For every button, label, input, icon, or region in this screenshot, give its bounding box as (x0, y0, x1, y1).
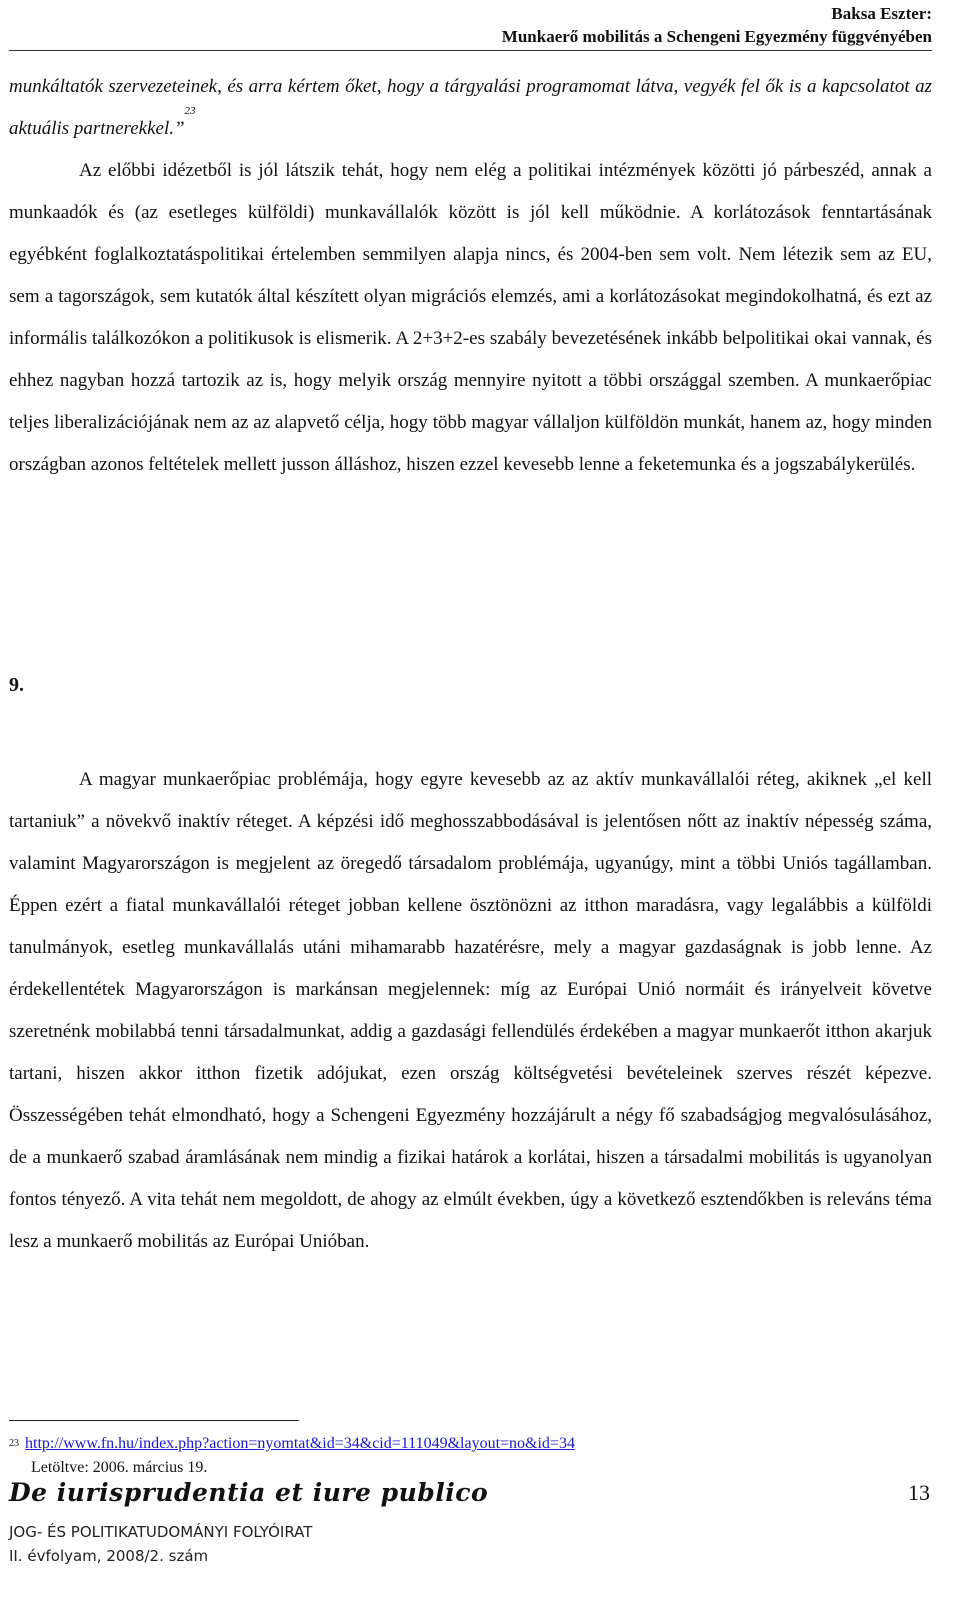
running-header (502, 2, 932, 48)
header-title: Munkaerő mobilitás a Schengeni Egyezmény függvényében (501, 27, 932, 46)
footnote-retrieved: Letöltve: 2006. március 19. (31, 1459, 208, 1476)
paragraph-1: Az előbbi idézetből is jól látszik tehát, hogy nem elég a politikai intézmények közötti jó párbeszéd, annak a munkaadók és (az esetleges külföldi) munkavállalók között is jól kell működnie. A korlátozások fenntartásának egyébként foglalkoztatáspolitikai értelemben semmilyen alapja nincs, és 2004-ben sem volt. Nem létezik sem az EU, sem a tagországok, sem kutatók által készített olyan migrációs elemzés, ami a korlátozásokat megindokolhatná, és ezt az informális találkozókon a politikusok is elismerik. A 2+3+2-es szabály bevezetésének inkább belpolitikai okai vannak, és ehhez nagyban hozzá tartozik az is, hogy melyik ország mennyire nyitott a többi országgal szemben. A munkaerőpiac teljes liberalizációjának nem az az alapvető célja, hogy több magyar vállaljon külföldön munkát, hanem az, hogy minden országban azonos feltételek mellett jusson álláshoz, hiszen ezzel kevesebb lenne a feketemunka és a jogszabálykerülés. (9, 160, 932, 475)
journal-subtitle: JOG- ÉS POLITIKATUDOMÁNYI FOLYÓIRAT (9, 1523, 313, 1541)
page-number: 13 (908, 1480, 930, 1505)
journal-info (9, 1520, 312, 1568)
body-text-top (9, 66, 932, 486)
paragraph-2: A magyar munkaerőpiac problémája, hogy egyre kevesebb az az aktív munkavállalói réteg, akiknek „el kell tartaniuk” a növekvő inaktív réteget. A képzési idő meghosszabbodásával is jelentősen nőtt az inaktív népesség száma, valamint Magyarországon is megjelent az öregedő társadalom problémája, ugyanúgy, mint a többi Uniós tagállamban. Éppen ezért a fiatal munkavállalói réteget jobban kellene ösztönözni az itthon maradásra, vagy legalábbis a külföldi tanulmányok, esetleg munkavállalás utáni mihamarabb hazatérésre, mely a magyar gazdaságnak is jobb lenne. Az érdekellentétek Magyarországon is markánsan megjelennek: míg az Európai Unió normáit és irányelveit követve szeretnénk mobilabbá tenni társadalmunkat, addig a gazdasági fellendülés érdekében a magyar munkaerőt itthon akarjuk tartani, hiszen akkor itthon fizetik adójukat, ezen ország költségvetési bevételeinek szerves részét képezve. Összességében tehát elmondható, hogy a Schengeni Egyezmény hozzájárult a négy fő szabadságjog megvalósulásához, de a munkaerő szabad áramlásának nem mindig a fizikai határok a korlátai, hiszen a társadalmi mobilitás is ugyanolyan fontos tényező. A vita tehát nem megoldott, de ahogy az elmúlt években, úgy a következő esztendőkben is releváns téma lesz a munkaerő mobilitás az Európai Unióban. (9, 769, 932, 1252)
footnote-line (9, 1432, 575, 1456)
footnote-number: 23 (9, 1438, 19, 1449)
section-number: 9. (9, 674, 24, 696)
quote-paragraph (9, 66, 932, 150)
footnote-divider (9, 1420, 299, 1421)
footnote (9, 1432, 575, 1480)
footnote-reference[interactable]: 23 (184, 105, 196, 117)
journal-name-logo: De iurisprudentia et iure publico (9, 1478, 489, 1507)
journal-issue: II. évfolyam, 2008/2. szám (9, 1547, 209, 1565)
header-author: Baksa Eszter: (831, 4, 932, 23)
body-text-bottom (9, 740, 932, 1282)
quote-text: munkáltatók szervezeteinek, és arra kértem őket, hogy a tárgyalási programomat látva, vegyék fel ők is a kapcsolatot az aktuális partnerekkel.” (9, 76, 932, 139)
header-divider (9, 50, 932, 51)
footnote-link[interactable]: http://www.fn.hu/index.php?action=nyomtat&id=34&cid=111049&layout=no&id=34 (25, 1435, 575, 1452)
